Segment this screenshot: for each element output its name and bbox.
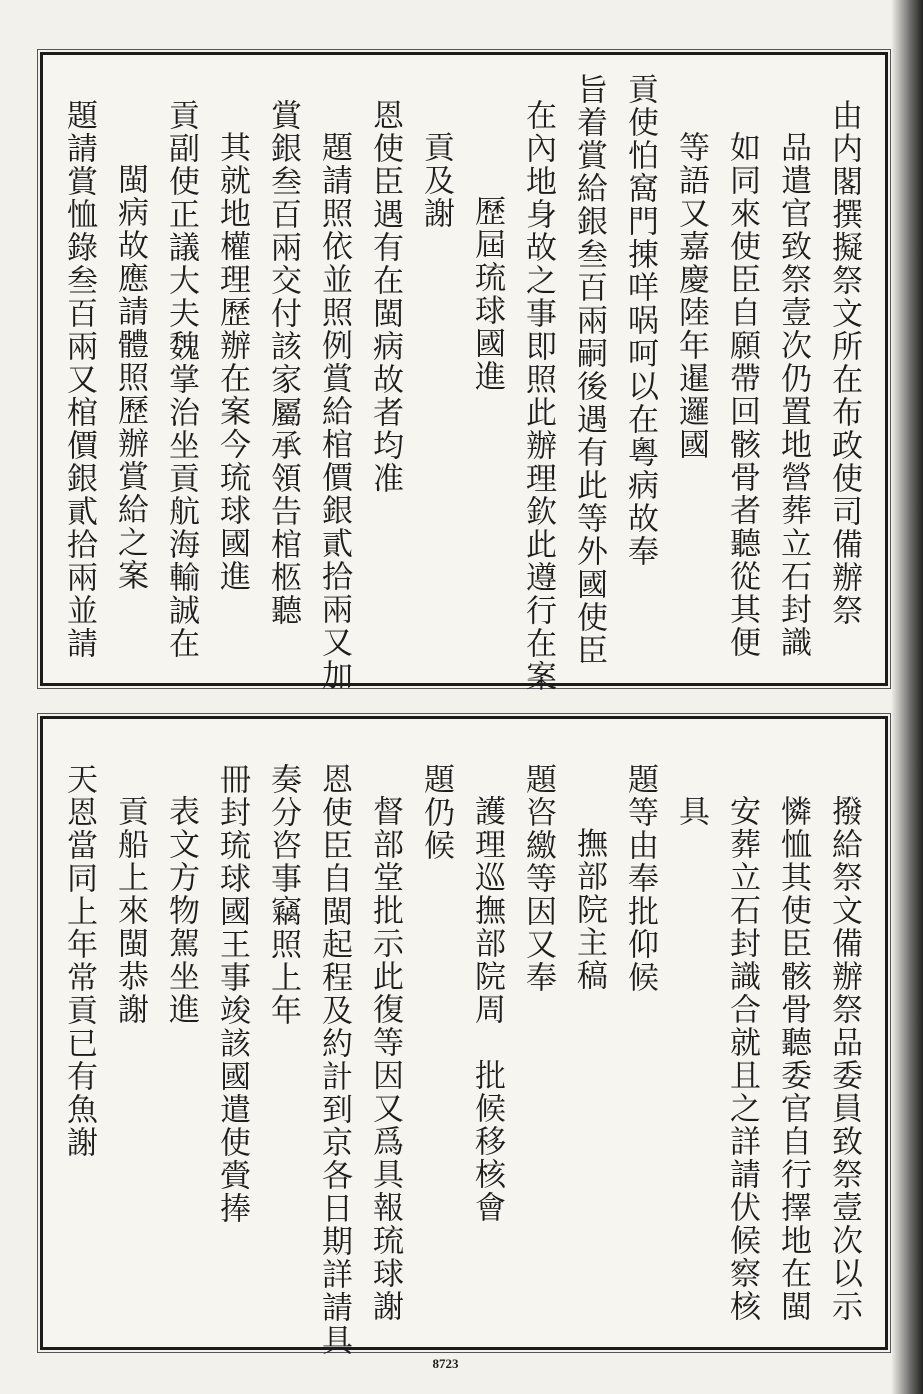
text-column: 奏分咨事竊照上年	[265, 763, 301, 1027]
text-column: 品遣官致祭壹次仍置地營葬立石封識	[775, 131, 811, 659]
text-column: 如同來使臣自願帶回骸骨者聽從其便	[724, 131, 760, 659]
text-column: 具	[673, 795, 709, 828]
page-number: 8723	[432, 1356, 459, 1371]
text-column: 閩病故應請體照歷辦賞給之案	[112, 163, 148, 592]
text-column: 安葬立石封識合就且之詳請伏候察核	[724, 795, 760, 1323]
text-column: 貢副使正議大夫魏掌治坐貢航海輸誠在	[163, 99, 199, 660]
text-column: 貢及謝	[418, 131, 454, 230]
text-column: 題請照依並照例賞給棺價銀貳拾兩又加	[316, 131, 352, 692]
text-column: 題仍候	[418, 763, 454, 862]
text-column: 歷屆琉球國進	[469, 195, 505, 393]
text-column: 旨着賞給銀叁百兩嗣後遇有此等外國使臣	[571, 73, 607, 667]
text-column: 貢使怕窩門㨂咩㖞呵以在粵病故奉	[622, 73, 658, 568]
text-column: 恩使臣遇有在閩病故者均准	[367, 99, 403, 495]
text-column: 其就地權理歷辦在案今琉球國進	[214, 131, 250, 593]
text-column: 由内閣撰擬祭文所在布政使司備辦祭	[826, 99, 862, 627]
text-column: 恩使臣自閩起程及約計到京各日期詳請具	[316, 763, 352, 1357]
book-binding-edge	[891, 0, 923, 1394]
text-column: 等語又嘉慶陸年暹邏國	[673, 131, 709, 461]
text-column: 督部堂批示此復等因又爲具報琉球謝	[367, 795, 403, 1323]
text-column: 題咨繳等因又奉	[520, 763, 556, 994]
text-column: 冊封琉球國王事竣該國遣使賫捧	[214, 763, 250, 1225]
text-column: 貢船上來閩恭謝	[112, 795, 148, 1026]
top-columns	[43, 55, 885, 693]
bottom-columns	[43, 719, 885, 1357]
text-column: 在內地身故之事即照此辦理欽此遵行在案	[520, 99, 556, 693]
text-column: 護理巡撫部院周 批候移核會	[469, 795, 505, 1224]
text-column: 憐恤其使臣骸骨聽委官自行擇地在閩	[775, 795, 811, 1323]
text-column: 撫部院主稿	[571, 827, 607, 992]
top-text-panel	[40, 52, 888, 693]
text-column: 天恩當同上年常貢已有魚謝	[61, 763, 97, 1159]
text-column: 賞銀叁百兩交付該家屬承領告棺柩聽	[265, 99, 301, 627]
text-column: 撥給祭文備辦祭品委員致祭壹次以示	[826, 795, 862, 1323]
text-column: 題請賞恤錄叁百兩又棺價銀貳拾兩並請	[61, 99, 97, 660]
text-column: 題等由奉批仰候	[622, 763, 658, 994]
text-column: 表文方物駕坐進	[163, 795, 199, 1026]
bottom-text-panel	[40, 716, 888, 1357]
